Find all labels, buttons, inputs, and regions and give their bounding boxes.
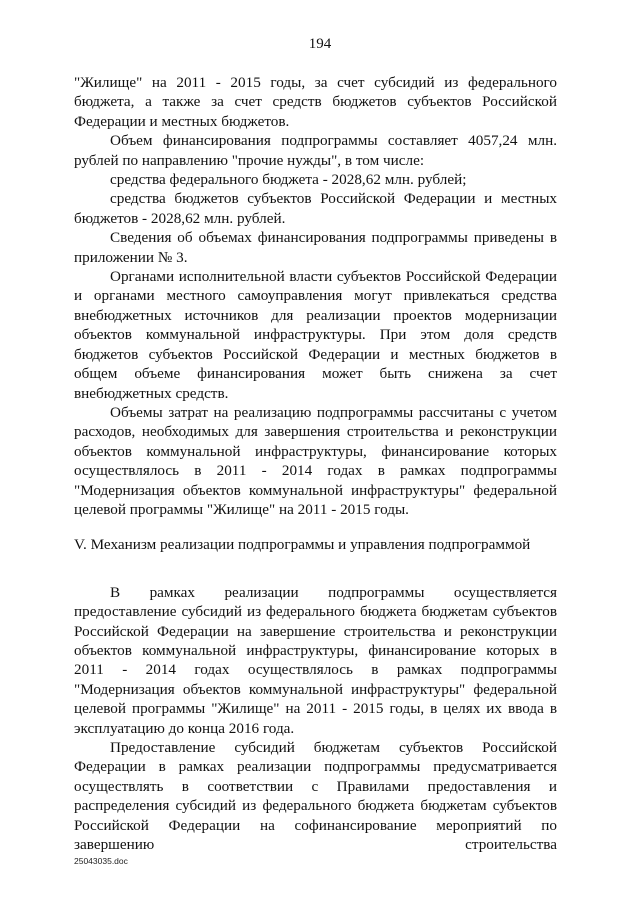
paragraph-regional-funds: средства бюджетов субъектов Российской Федерации и местных бюджетов - 2028,62 млн. рублей. xyxy=(74,190,557,227)
page-number: 194 xyxy=(308,36,332,52)
paragraph-subsidy-rules: Предоставление субсидий бюджетам субъектов Российской Федерации в рамках реализации подпрограммы предусматривается осуществлять в соответствии с Правилами предоставления и распределения субсидий из федерального бюджета бюджетам субъектов Российской Федерации на софинансирование мероприятий по завершению строительства xyxy=(74,739,557,854)
paragraph-extrabudgetary-sources: Органами исполнительной власти субъектов Российской Федерации и органами местного самоуправления могут привлекаться средства внебюджетных источников для реализации проектов модернизации объектов коммунальной инфраструктуры. При этом доля средств бюджетов субъектов Российской Федерации и местных бюджетов в общем объеме финансирования может быть снижена за счет внебюджетных средств. xyxy=(74,268,557,402)
document-body xyxy=(74,73,557,854)
section-heading: V. Механизм реализации подпрограммы и управления подпрограммой xyxy=(74,536,531,554)
paragraph-federal-funds: средства федерального бюджета - 2028,62 млн. рублей; xyxy=(110,171,467,189)
paragraph-cost-calculation: Объемы затрат на реализацию подпрограммы рассчитаны с учетом расходов, необходимых для завершения строительства и реконструкции объектов коммунальной инфраструктуры, финансирование которых осуществлялось в 2011 - 2014 годах в рамках подпрограммы "Модернизация объектов коммунальной инфраструктуры" федеральной целевой программы "Жилище" на 2011 - 2015 годы. xyxy=(74,403,557,518)
paragraph-subsidies: В рамках реализации подпрограммы осуществляется предоставление субсидий из федерального бюджета бюджетам субъектов Российской Федерации на завершение строительства и реконструкции объектов коммунальной инфраструктуры, финансирование которых в 2011 - 2014 годах осуществлялось в рамках подпрограммы "Модернизация объектов коммунальной инфраструктуры" федеральной целевой программы "Жилище" на 2011 - 2015 годы, в целях их ввода в эксплуатацию до конца 2016 года. xyxy=(74,583,557,737)
paragraph-appendix-reference: Сведения об объемах финансирования подпрограммы приведены в приложении № 3. xyxy=(74,229,557,266)
paragraph-continuation: "Жилище" на 2011 - 2015 годы, за счет субсидий из федерального бюджета, а также за счет средств бюджетов субъектов Российской Федерации и местных бюджетов. xyxy=(74,74,557,130)
paragraph-financing-volume: Объем финансирования подпрограммы составляет 4057,24 млн. рублей по направлению "прочие нужды", в том числе: xyxy=(74,132,557,169)
file-name-footer: 25043035.doc xyxy=(74,856,128,866)
